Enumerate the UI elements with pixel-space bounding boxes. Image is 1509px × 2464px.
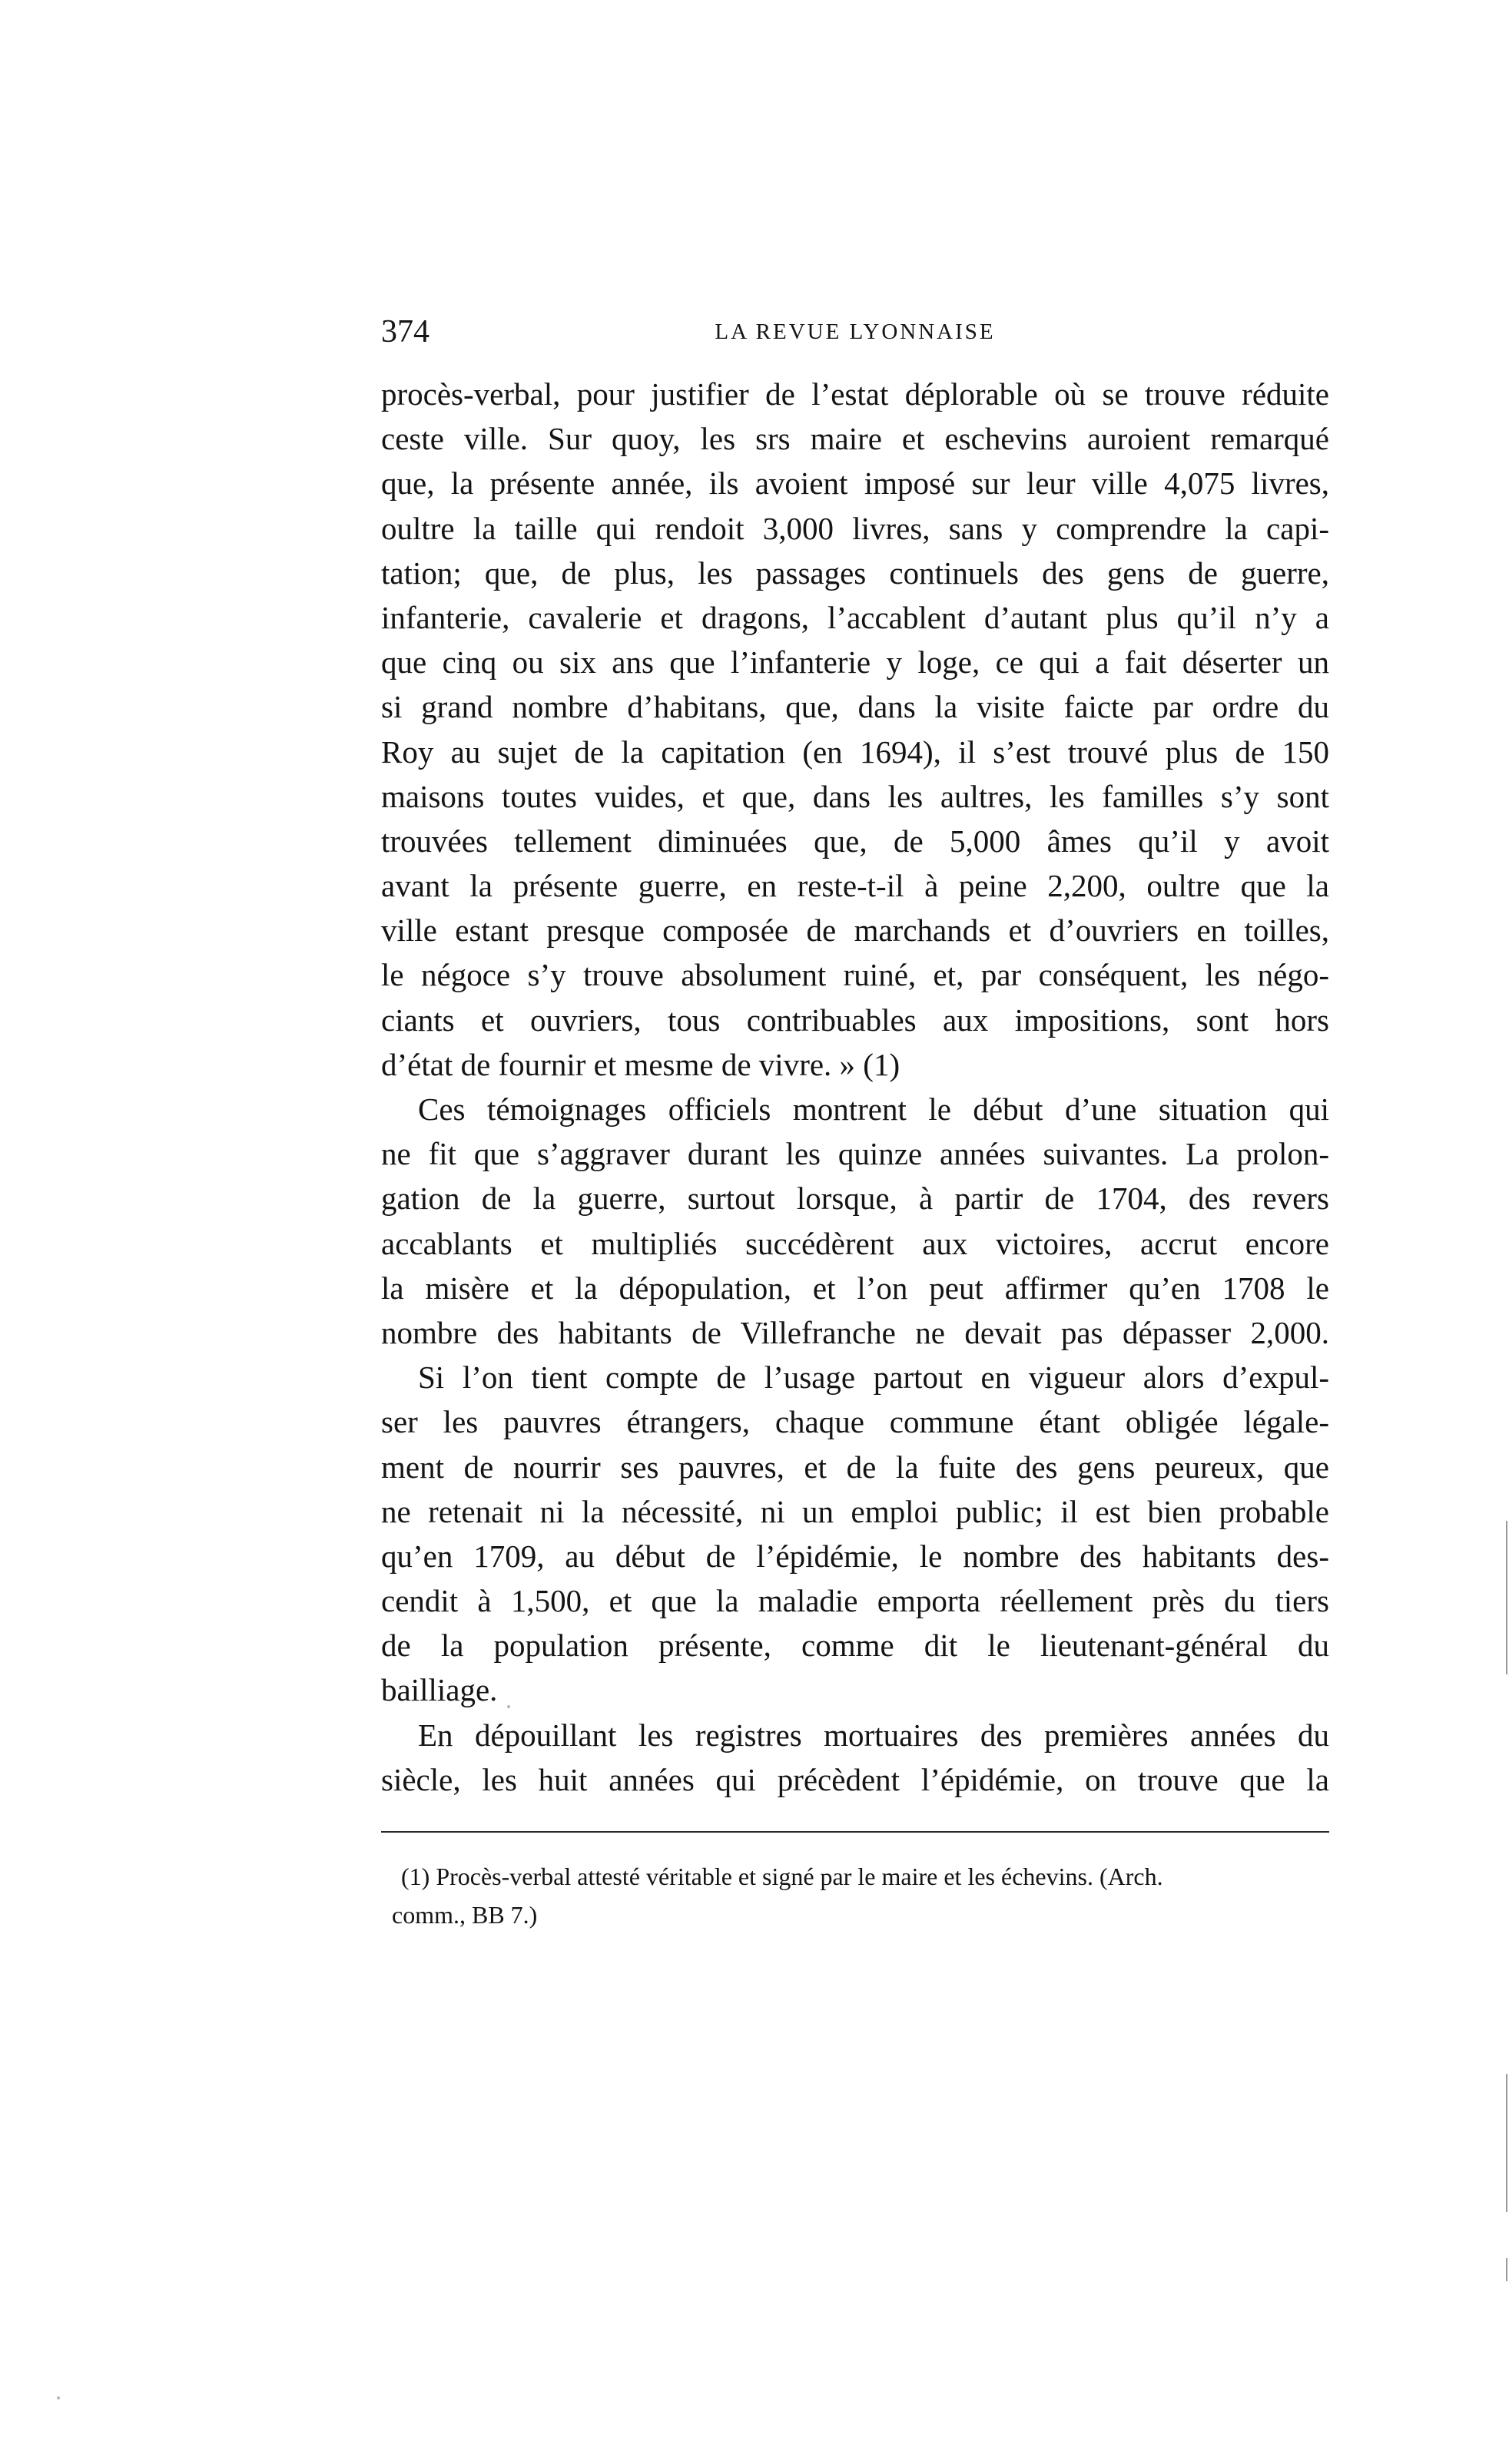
text-line: la misère et la dépopulation, et l’on peut affirmer qu’en 1708 le bbox=[381, 1270, 1329, 1306]
text-line: infanterie, cavalerie et dragons, l’accablent d’autant plus qu’il n’y a bbox=[381, 599, 1329, 635]
text-line: ceste ville. Sur quoy, les srs maire et eschevins auroient remarqué bbox=[381, 421, 1329, 457]
text-line: que cinq ou six ans que l’infanterie y loge, ce qui a fait déserter un bbox=[381, 644, 1329, 681]
page-header bbox=[381, 307, 1329, 353]
footnote-line: comm., BB 7.) bbox=[392, 1901, 538, 1929]
text-line: gation de la guerre, surtout lorsque, à partir de 1704, des revers bbox=[381, 1181, 1329, 1217]
text-line: procès-verbal, pour justifier de l’estat déplorable où se trouve réduite bbox=[381, 376, 1329, 412]
paragraph-start-line: En dépouillant les registres mortuaires des premières années du bbox=[418, 1717, 1329, 1753]
text-line: siècle, les huit années qui précèdent l’épidémie, on trouve que la bbox=[381, 1761, 1329, 1797]
text-line: ne retenait ni la nécessité, ni un emploi public; il est bien probable bbox=[381, 1493, 1329, 1529]
body-text bbox=[381, 372, 1329, 1802]
running-title: LA REVUE LYONNAISE bbox=[715, 320, 996, 344]
text-line: trouvées tellement diminuées que, de 5,000 âmes qu’il y avoit bbox=[381, 823, 1329, 859]
text-line: tation; que, de plus, les passages continuels des gens de guerre, bbox=[381, 555, 1329, 591]
text-line: ment de nourrir ses pauvres, et de la fuite des gens peureux, que bbox=[381, 1449, 1329, 1485]
text-line: ser les pauvres étrangers, chaque commune étant obligée légale- bbox=[381, 1404, 1329, 1440]
text-line: oultre la taille qui rendoit 3,000 livres, sans y comprendre la capi- bbox=[381, 510, 1329, 546]
footnote-divider bbox=[381, 1831, 1329, 1833]
paragraph-start-line: Si l’on tient compte de l’usage partout en vigueur alors d’expul- bbox=[418, 1360, 1329, 1396]
scan-speck bbox=[57, 2396, 60, 2399]
text-line: ville estant presque composée de marchands et d’ouvriers en toilles, bbox=[381, 912, 1329, 949]
paragraph-start-line: Ces témoignages officiels montrent le début d’une situation qui bbox=[418, 1091, 1329, 1127]
text-line: bailliage. bbox=[381, 1672, 498, 1708]
text-line: maisons toutes vuides, et que, dans les aultres, les familles s’y sont bbox=[381, 778, 1329, 814]
text-line: cendit à 1,500, et que la maladie emporta réellement près du tiers bbox=[381, 1583, 1329, 1619]
scan-edge-mark bbox=[1506, 2074, 1507, 2212]
text-line: qu’en 1709, au début de l’épidémie, le nombre des habitants des- bbox=[381, 1538, 1329, 1574]
page-number: 374 bbox=[381, 314, 429, 349]
footnote bbox=[392, 1857, 1329, 1934]
text-line: avant la présente guerre, en reste-t-il à peine 2,200, oultre que la bbox=[381, 868, 1329, 904]
footnote-line: (1) Procès-verbal attesté véritable et signé par le maire et les échevins. (Arch. bbox=[401, 1863, 1163, 1890]
text-line: ciants et ouvriers, tous contribuables aux impositions, sont hors bbox=[381, 1002, 1329, 1038]
scan-edge-mark bbox=[1506, 2258, 1507, 2281]
scan-speck bbox=[507, 1705, 510, 1708]
text-line: ne fit que s’aggraver durant les quinze années suivantes. La prolon- bbox=[381, 1136, 1329, 1172]
text-line: nombre des habitants de Villefranche ne devait pas dépasser 2,000. bbox=[381, 1314, 1329, 1350]
text-line: le négoce s’y trouve absolument ruiné, et, par conséquent, les négo- bbox=[381, 957, 1329, 993]
scan-edge-mark bbox=[1506, 1521, 1507, 1674]
text-line: d’état de fournir et mesme de vivre. » (1) bbox=[381, 1046, 900, 1082]
text-line: si grand nombre d’habitans, que, dans la visite faicte par ordre du bbox=[381, 689, 1329, 725]
text-line: de la population présente, comme dit le lieutenant-général du bbox=[381, 1628, 1329, 1664]
text-line: que, la présente année, ils avoient imposé sur leur ville 4,075 livres, bbox=[381, 465, 1329, 502]
text-line: accablants et multipliés succédèrent aux victoires, accrut encore bbox=[381, 1225, 1329, 1261]
text-line: Roy au sujet de la capitation (en 1694), il s’est trouvé plus de 150 bbox=[381, 734, 1329, 770]
